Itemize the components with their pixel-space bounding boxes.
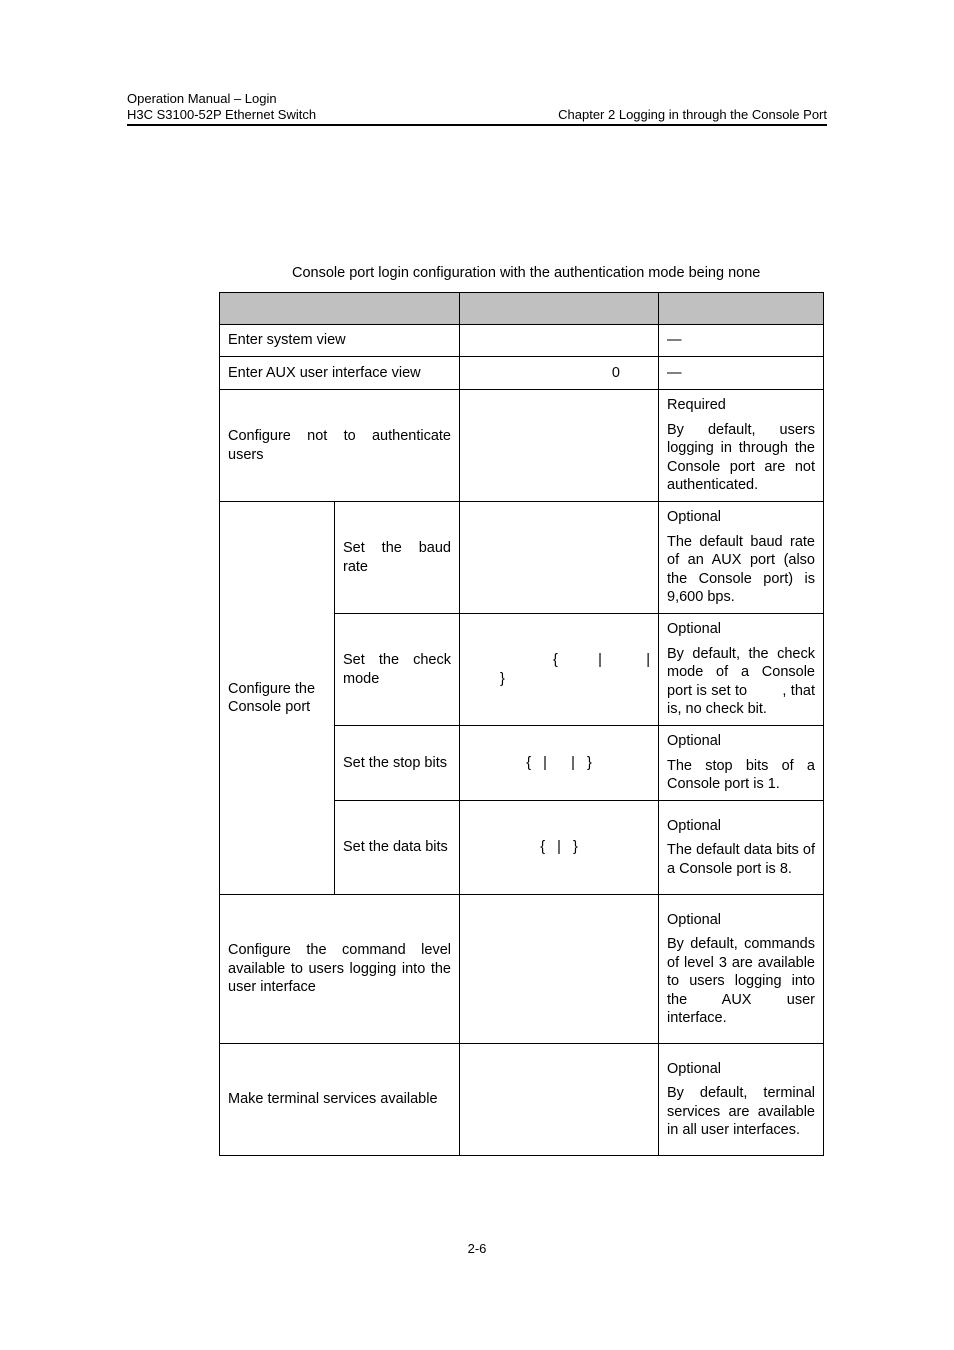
table-row	[220, 502, 824, 614]
header-cell-description	[659, 293, 824, 325]
operation-cell: Enter AUX user interface view	[220, 357, 460, 390]
operation-cell: Configure not to authenticate users	[220, 390, 460, 502]
command-cell	[460, 614, 659, 726]
table-row	[220, 325, 824, 357]
group-cell-console-port: Configure the Console port	[220, 502, 335, 895]
requirement-label: Optional	[667, 817, 722, 834]
sub-operation-cell: Set the baud rate	[335, 502, 460, 614]
requirement-label: Required	[667, 397, 726, 414]
command-cell: { | | }	[460, 726, 659, 801]
description-cell	[659, 1044, 824, 1156]
table-header-row	[220, 293, 824, 325]
command-cell	[460, 895, 659, 1044]
description-cell	[659, 614, 824, 726]
command-cell	[460, 1044, 659, 1156]
table-row	[220, 357, 824, 390]
requirement-label: Optional	[667, 509, 722, 526]
operation-cell: Enter system view	[220, 325, 460, 357]
requirement-label: Optional	[667, 733, 722, 750]
default-note: By default, the check mode of a Console port is set to , that is, no check bit.	[667, 645, 820, 718]
page-number: 2-6	[467, 1241, 487, 1256]
description-cell: —	[659, 357, 824, 390]
default-note: By default, commands of level 3 are available to users logging into the AUX user interface.	[667, 936, 815, 1026]
table-row	[220, 390, 824, 502]
requirement-label: Optional	[667, 1060, 722, 1077]
description-cell	[659, 390, 824, 502]
requirement-label: Optional	[667, 911, 722, 928]
table-caption: Console port login configuration with the authentication mode being none	[292, 265, 761, 281]
description-cell: —	[659, 325, 824, 357]
table-row	[220, 1044, 824, 1156]
configuration-table	[219, 292, 824, 1156]
default-note: By default, terminal services are available in all user interfaces.	[667, 1085, 815, 1138]
sub-operation-cell: Set the stop bits	[335, 726, 460, 801]
default-note: By default, users logging in through the Console port are not authenticated.	[667, 421, 815, 494]
chapter-title: Chapter 2 Logging in through the Console Port	[558, 107, 827, 122]
operation-cell: Configure the command level available to users logging into the user interface	[220, 895, 460, 1044]
description-cell	[659, 895, 824, 1044]
default-note: The default data bits of a Console port is 8.	[667, 842, 815, 877]
default-note: The default baud rate of an AUX port (also the Console port) is 9,600 bps.	[667, 533, 815, 606]
sub-operation-cell: Set the check mode	[335, 614, 460, 726]
command-syntax-line: { | |	[553, 652, 650, 668]
product-name: H3C S3100-52P Ethernet Switch	[127, 107, 317, 122]
command-cell	[460, 325, 659, 357]
table-row	[220, 895, 824, 1044]
manual-title: Operation Manual – Login	[127, 91, 277, 106]
header-cell-command	[460, 293, 659, 325]
requirement-label: Optional	[667, 621, 722, 638]
running-header-left	[127, 91, 316, 123]
description-cell	[659, 502, 824, 614]
header-rule	[127, 124, 827, 126]
description-cell	[659, 801, 824, 895]
header-cell-operation	[220, 293, 460, 325]
command-cell	[460, 390, 659, 502]
command-cell: { | }	[460, 801, 659, 895]
operation-cell: Make terminal services available	[220, 1044, 460, 1156]
command-cell: 0	[460, 357, 659, 390]
command-syntax-line: }	[500, 670, 505, 687]
sub-operation-cell: Set the data bits	[335, 801, 460, 895]
default-note: The stop bits of a Console port is 1.	[667, 757, 815, 793]
command-cell	[460, 502, 659, 614]
description-cell	[659, 726, 824, 801]
